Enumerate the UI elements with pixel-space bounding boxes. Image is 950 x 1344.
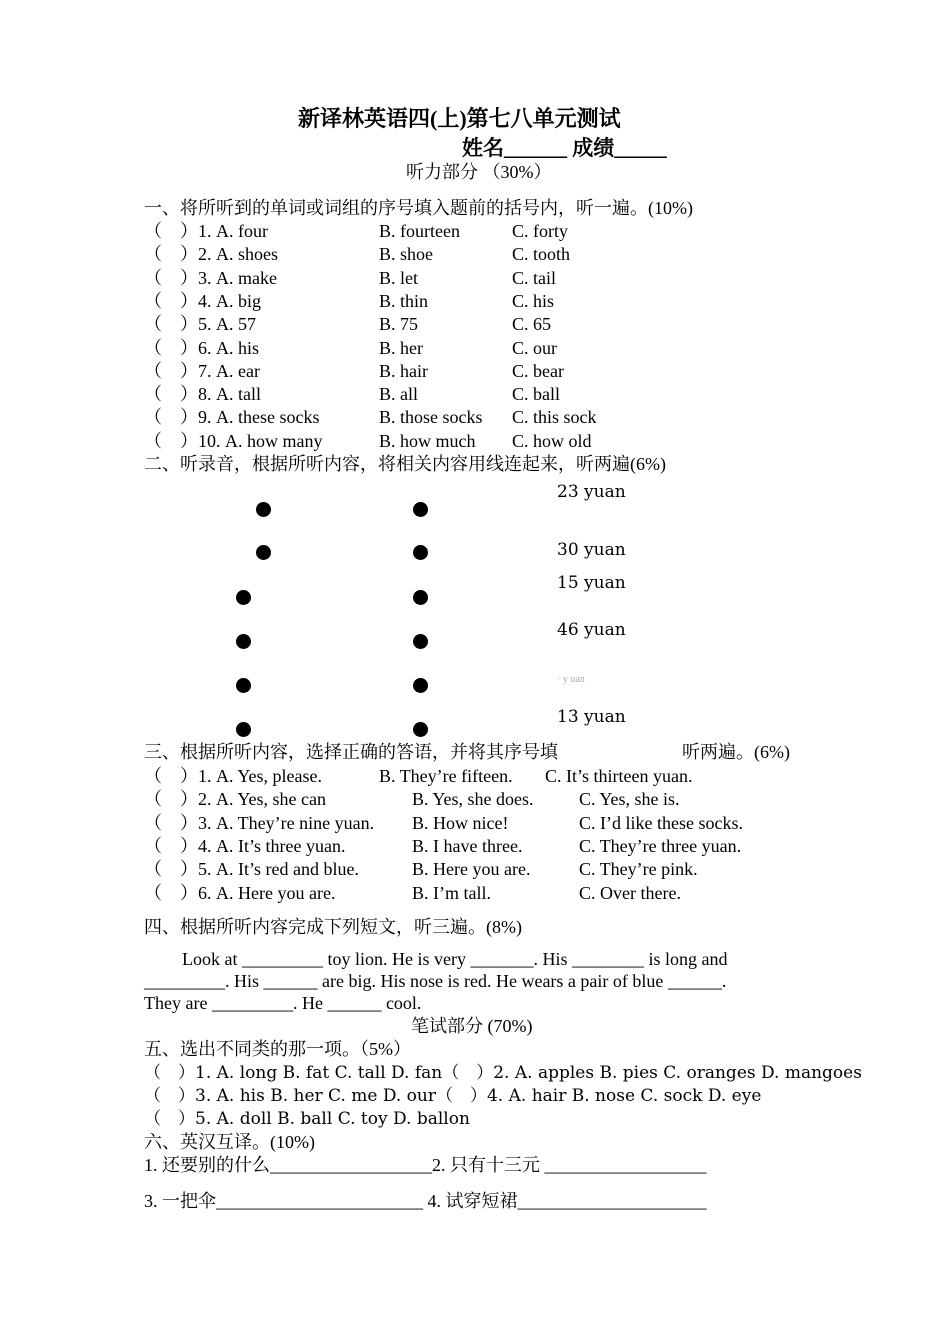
match-dot-left[interactable] — [256, 502, 271, 517]
option-c: C. It’s thirteen yuan. — [545, 766, 693, 786]
option-c: C. I’d like these socks. — [579, 812, 743, 833]
option-b: B. shoe — [379, 244, 433, 265]
odd-one-out-line: （ ）3. A. his B. her C. me D. our（ ）4. A. hair B. nose C. sock D. eye — [144, 1086, 762, 1106]
question-option-a: （ ）6. A. Here you are. — [144, 882, 336, 903]
option-b: B. those socks — [379, 407, 483, 428]
question-option-a: （ ）2. A. shoes — [144, 244, 278, 265]
option-b: B. They’re fifteen. — [379, 766, 513, 786]
question-option-a: （ ）3. A. They’re nine yuan. — [144, 812, 375, 833]
odd-one-out-line: （ ）1. A. long B. fat C. tall D. fan（ ）2. A. apples B. pies C. oranges D. mangoes — [144, 1063, 862, 1083]
option-b: B. let — [379, 267, 418, 288]
option-b: B. Yes, she does. — [412, 789, 534, 810]
option-b: B. How nice! — [412, 812, 509, 833]
translation-line: 1. 还要别的什么__________________2. 只有十三元 __________________ — [144, 1155, 707, 1175]
question-option-a: （ ）10. A. how many — [144, 430, 323, 451]
passage-line: _________. His ______ are big. His nose is red. He wears a pair of blue ______. — [144, 971, 727, 991]
option-b: B. all — [379, 384, 418, 405]
passage-line: They are _________. He ______ cool. — [144, 993, 422, 1013]
section6-heading: 六、英汉互译。(10%) — [144, 1132, 315, 1152]
match-dot-middle[interactable] — [413, 722, 428, 737]
option-c: C. 65 — [512, 314, 552, 335]
question-option-a: （ ）2. A. Yes, she can — [144, 789, 326, 810]
price-label: 30 yuan — [557, 540, 626, 560]
option-b: B. 75 — [379, 314, 419, 335]
option-c: C. bear — [512, 360, 564, 381]
question-option-a: （ ）5. A. It’s red and blue. — [144, 859, 359, 880]
odd-one-out-line: （ ）5. A. doll B. ball C. toy D. ballon — [144, 1109, 470, 1129]
price-label: 15 yuan — [557, 573, 626, 593]
page-title: 新译林英语四(上)第七八单元测试 — [298, 106, 621, 131]
option-c: C. ball — [512, 384, 560, 405]
match-dot-middle[interactable] — [413, 502, 428, 517]
question-option-a: （ ）6. A. his — [144, 337, 260, 358]
option-b: B. I have three. — [412, 835, 523, 856]
option-c: C. this sock — [512, 407, 597, 428]
match-dot-middle[interactable] — [413, 634, 428, 649]
writing-header: 笔试部分 (70%) — [411, 1016, 533, 1036]
price-label-partial: · y uan — [557, 674, 585, 685]
price-label: 46 yuan — [557, 620, 626, 640]
option-b: B. Here you are. — [412, 859, 531, 880]
option-c: C. forty — [512, 221, 568, 241]
question-option-a: （ ）1. A. four — [144, 221, 268, 241]
option-c: C. tail — [512, 267, 556, 288]
option-c: C. how old — [512, 430, 592, 451]
listening-header: 听力部分 （30%） — [406, 162, 552, 182]
match-dot-middle[interactable] — [413, 590, 428, 605]
match-dot-left[interactable] — [236, 634, 251, 649]
question-option-a: （ ）3. A. make — [144, 267, 277, 288]
option-c: C. our — [512, 337, 557, 358]
option-b: B. thin — [379, 290, 429, 311]
passage-line: Look at _________ toy lion. He is very _______. His ________ is long and — [182, 949, 728, 969]
name-score-line: 姓名______ 成绩_____ — [462, 136, 667, 160]
option-c: C. They’re three yuan. — [579, 835, 742, 856]
price-label: 13 yuan — [557, 707, 626, 727]
option-c: C. Over there. — [579, 882, 681, 903]
section5-heading: 五、选出不同类的那一项。（5%） — [144, 1039, 411, 1059]
section2-heading: 二、听录音，根据所听内容，将相关内容用线连起来，听两遍(6%) — [144, 454, 666, 474]
option-b: B. fourteen — [379, 221, 460, 241]
section1-heading: 一、将所听到的单词或词组的序号填入题前的括号内，听一遍。(10%) — [144, 198, 693, 218]
option-b: B. how much — [379, 430, 476, 451]
question-option-a: （ ）8. A. tall — [144, 384, 261, 405]
section4-heading: 四、根据所听内容完成下列短文，听三遍。(8%) — [144, 917, 522, 937]
match-dot-middle[interactable] — [413, 678, 428, 693]
option-c: C. Yes, she is. — [579, 789, 680, 810]
section3-heading: 三、根据所听内容，选择正确的答语，并将其序号填 — [144, 742, 558, 762]
question-option-a: （ ）1. A. Yes, please. — [144, 766, 322, 786]
option-b: B. I’m tall. — [412, 882, 491, 903]
price-label: 23 yuan — [557, 482, 626, 502]
question-option-a: （ ）5. A. 57 — [144, 314, 256, 335]
question-option-a: （ ）4. A. big — [144, 290, 261, 311]
option-c: C. They’re pink. — [579, 859, 698, 880]
option-c: C. tooth — [512, 244, 571, 265]
match-dot-left[interactable] — [256, 545, 271, 560]
option-b: B. hair — [379, 360, 428, 381]
match-dot-left[interactable] — [236, 722, 251, 737]
match-dot-middle[interactable] — [413, 545, 428, 560]
question-option-a: （ ）7. A. ear — [144, 360, 260, 381]
match-dot-left[interactable] — [236, 590, 251, 605]
question-option-a: （ ）4. A. It’s three yuan. — [144, 835, 346, 856]
question-option-a: （ ）9. A. these socks — [144, 407, 320, 428]
section3-heading-tail: 听两遍。(6%) — [682, 742, 790, 762]
option-c: C. his — [512, 290, 555, 311]
translation-line: 3. 一把伞_______________________ 4. 试穿短裙_____________________ — [144, 1191, 707, 1211]
option-b: B. her — [379, 337, 423, 358]
match-dot-left[interactable] — [236, 678, 251, 693]
